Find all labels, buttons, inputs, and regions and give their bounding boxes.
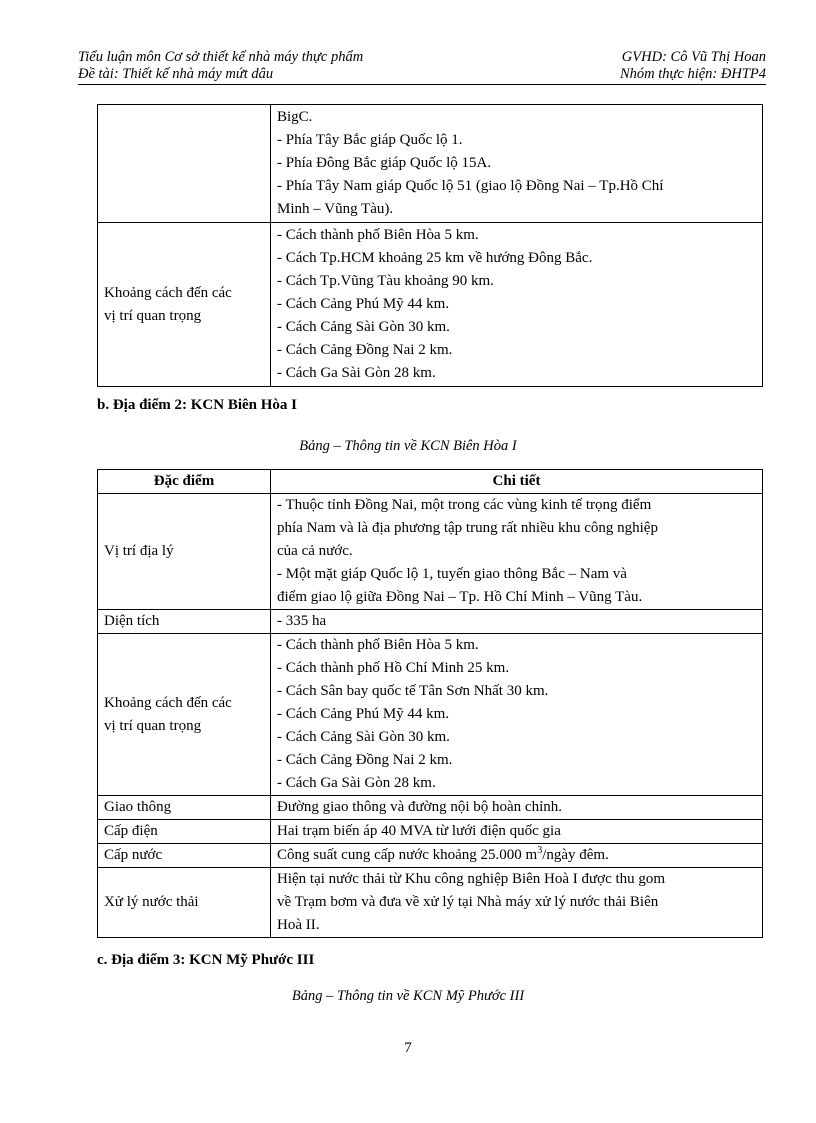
superscript-3: 3	[537, 845, 543, 856]
detail-line: Minh – Vũng Tàu).	[277, 201, 394, 217]
table-cell-detail	[271, 105, 763, 223]
detail-line: BigC.	[277, 109, 313, 125]
detail-line: - Một mặt giáp Quốc lộ 1, tuyến giao thông Bắc – Nam và	[277, 566, 627, 582]
detail-line: - Cách Ga Sài Gòn 28 km.	[277, 775, 436, 791]
table-caption-c: Bảng – Thông tin về KCN Mỹ Phước III	[291, 988, 525, 1004]
detail-line: - Phía Đông Bắc giáp Quốc lộ 15A.	[277, 155, 492, 171]
label-line: Khoảng cách đến các	[104, 284, 232, 301]
detail-line: - Cách Tp.Vũng Tàu khoảng 90 km.	[277, 273, 494, 289]
table-cell-detail: Đường giao thông và đường nội bộ hoàn chỉnh.	[271, 796, 763, 820]
page-header	[78, 49, 766, 85]
table-cell-label: Vị trí địa lý	[98, 494, 271, 610]
water-capacity-text: Công suất cung cấp nước khoảng 25.000 m	[277, 847, 538, 863]
detail-line: - Cách Sân bay quốc tế Tân Sơn Nhất 30 km.	[277, 683, 549, 699]
detail-line: - Cách thành phố Biên Hòa 5 km.	[277, 637, 479, 653]
table-cell-detail	[271, 634, 763, 796]
detail-line: - Phía Tây Nam giáp Quốc lộ 51 (giao lộ Đồng Nai – Tp.Hồ Chí	[277, 178, 664, 194]
table-cell-label: Cấp điện	[98, 820, 271, 844]
table-cell-detail	[271, 494, 763, 610]
detail-line: điểm giao lộ giữa Đồng Nai – Tp. Hồ Chí Minh – Vũng Tàu.	[277, 589, 643, 605]
table-row	[98, 494, 763, 610]
table-cell-label	[98, 223, 271, 387]
detail-line: về Trạm bơm và đưa về xử lý tại Nhà máy xử lý nước thải Biên	[277, 894, 659, 910]
table-header-row	[98, 470, 763, 494]
header-group: Nhóm thực hiện: ĐHTP4	[619, 66, 766, 82]
table-location-1-continued	[97, 104, 763, 387]
table-cell-label	[98, 634, 271, 796]
label-line: Khoảng cách đến các	[104, 694, 232, 711]
table-cell-detail: - 335 ha	[271, 610, 763, 634]
detail-line: - Cách Ga Sài Gòn 28 km.	[277, 365, 436, 381]
detail-line: phía Nam và là địa phương tập trung rất nhiều khu công nghiệp	[277, 520, 658, 536]
detail-line: của cả nước.	[277, 543, 353, 559]
header-course-title: Tiểu luận môn Cơ sở thiết kế nhà máy thực phẩm	[78, 49, 364, 65]
table-cell-detail	[271, 844, 763, 868]
detail-line: - Cách Cảng Đồng Nai 2 km.	[277, 752, 453, 768]
detail-line: - Cách thành phố Biên Hòa 5 km.	[277, 227, 479, 243]
table-cell-detail	[271, 868, 763, 938]
detail-line: - Cách thành phố Hồ Chí Minh 25 km.	[277, 660, 510, 676]
table-row	[98, 820, 763, 844]
page-number: 7	[404, 1040, 412, 1056]
table-row	[98, 105, 763, 223]
table-row	[98, 796, 763, 820]
table-cell-detail: Hai trạm biến áp 40 MVA từ lưới điện quốc gia	[271, 820, 763, 844]
table-cell-label	[98, 105, 271, 223]
table-cell-label: Giao thông	[98, 796, 271, 820]
detail-line: - Thuộc tỉnh Đồng Nai, một trong các vùng kinh tế trọng điểm	[277, 497, 652, 513]
detail-line: - Cách Tp.HCM khoảng 25 km về hướng Đông Bắc.	[277, 250, 593, 266]
header-instructor: GVHD: Cô Vũ Thị Hoan	[621, 49, 766, 65]
header-topic: Đề tài: Thiết kế nhà máy mứt dâu	[78, 66, 274, 82]
table-cell-label: Diện tích	[98, 610, 271, 634]
table-caption-b: Bảng – Thông tin về KCN Biên Hòa I	[299, 438, 517, 454]
detail-line: - Cách Cảng Sài Gòn 30 km.	[277, 729, 450, 745]
detail-line: - Cách Cảng Phú Mỹ 44 km.	[277, 296, 450, 312]
detail-line: Hoà II.	[277, 917, 320, 933]
table-row	[98, 868, 763, 938]
table-row	[98, 844, 763, 868]
table-row	[98, 610, 763, 634]
table-cell-label: Cấp nước	[98, 844, 271, 868]
table-row	[98, 634, 763, 796]
column-header-detail: Chi tiết	[271, 470, 763, 494]
table-bien-hoa-1	[97, 469, 763, 938]
column-header-feature: Đặc điểm	[98, 470, 271, 494]
table-row	[98, 223, 763, 387]
detail-line: - Cách Cảng Phú Mỹ 44 km.	[277, 706, 450, 722]
table-cell-detail	[271, 223, 763, 387]
label-line: vị trí quan trọng	[104, 307, 202, 324]
table-cell-label: Xử lý nước thải	[98, 868, 271, 938]
detail-line: - Phía Tây Bắc giáp Quốc lộ 1.	[277, 132, 463, 148]
label-line: vị trí quan trọng	[104, 717, 202, 734]
section-heading-b: b. Địa điểm 2: KCN Biên Hòa I	[97, 397, 298, 413]
detail-line: Hiện tại nước thải từ Khu công nghiệp Biên Hoà I được thu gom	[277, 871, 666, 887]
section-heading-c: c. Địa điểm 3: KCN Mỹ Phước III	[97, 952, 315, 968]
detail-line: - Cách Cảng Sài Gòn 30 km.	[277, 319, 450, 335]
detail-line: - Cách Cảng Đồng Nai 2 km.	[277, 342, 453, 358]
water-capacity-unit: /ngày đêm.	[542, 847, 609, 863]
